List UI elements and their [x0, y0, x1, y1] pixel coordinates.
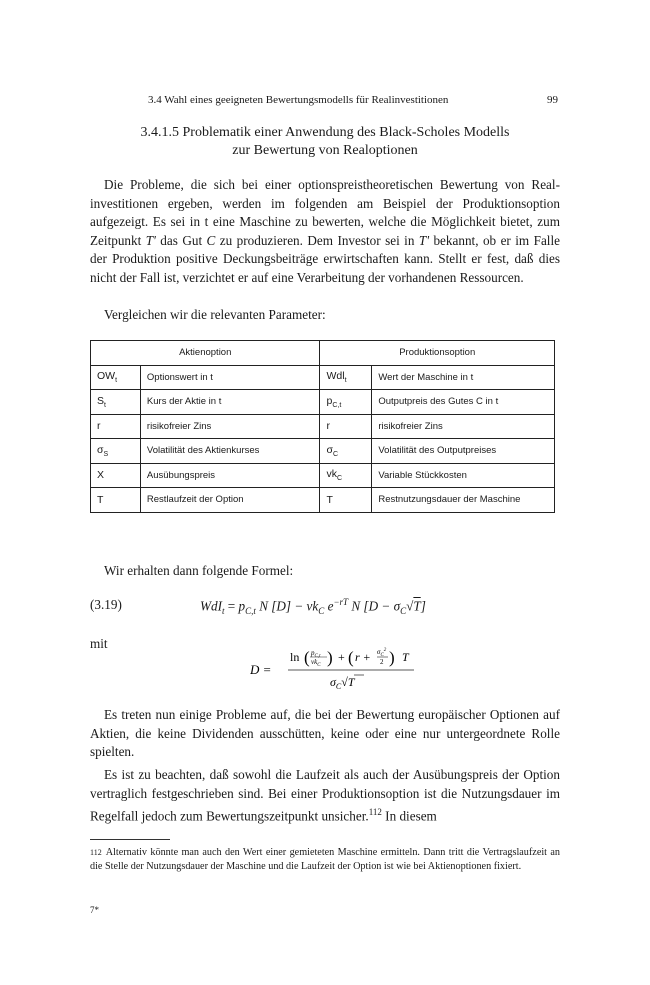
- production-description: [372, 488, 555, 513]
- intro-text-c: zu produzieren. Dem Investor sei in: [215, 232, 419, 248]
- d-ln: ln: [290, 650, 300, 664]
- d-formula: [250, 646, 450, 692]
- d-lhs: D =: [250, 662, 272, 677]
- stock-symbol-subscript: S: [103, 450, 109, 458]
- stock-description-text: Kurs der Aktie in t: [146, 396, 222, 408]
- stock-description-text: Restlaufzeit der Option: [146, 494, 244, 506]
- production-symbol-text: r: [326, 420, 330, 433]
- table-row: [91, 390, 555, 415]
- section-heading-line2: zur Bewertung von Realoptionen: [232, 143, 418, 158]
- table-header-stock-option: Aktienoption: [91, 341, 320, 366]
- signature-mark: 7*: [90, 905, 99, 915]
- production-symbol-subscript: C,t: [332, 401, 342, 409]
- production-description: [372, 463, 555, 488]
- var-t-prime-2: T': [418, 232, 430, 248]
- production-symbol-text: vk: [326, 468, 337, 481]
- footnote-ref: 112: [368, 807, 382, 818]
- production-description-text: Wert der Maschine in t: [378, 371, 474, 383]
- table-row: [91, 414, 555, 439]
- paren-close-icon-2: ): [389, 648, 395, 667]
- eq-exp-base: e: [327, 598, 334, 614]
- intro-text-d: bekannt, ob er im Falle der Produktion positive Deckungsbeiträge erwirtschaften kann. Stellt er fest, daß dies nicht der Fall ist, verzichtet er auf eine Verarbeitung der vorhandenen Ressourcen.: [90, 232, 560, 285]
- paragraph-compare: Vergleichen wir die relevanten Parameter:: [104, 307, 326, 322]
- d-r: r +: [355, 650, 371, 664]
- eq-n2: N [D − σ: [351, 598, 401, 614]
- stock-symbol-text: X: [97, 469, 105, 482]
- table-body: [91, 365, 555, 512]
- table-row: [91, 365, 555, 390]
- maturity-text-b: In diesem: [381, 808, 437, 824]
- eq-exp: −rT: [333, 597, 349, 607]
- production-description: [372, 439, 555, 464]
- production-symbol: [320, 414, 372, 439]
- stock-symbol-text: OW: [97, 370, 116, 383]
- stock-description-text: Ausübungspreis: [146, 469, 216, 481]
- production-symbol-subscript: C: [336, 475, 343, 483]
- stock-description-text: Optionswert in t: [146, 371, 213, 383]
- stock-description: [140, 365, 320, 390]
- stock-description: [140, 390, 320, 415]
- eq-sqrt-t: T: [413, 598, 421, 614]
- footnote-text: Alternativ könnte man auch den Wert einer gemieteten Maschine ermitteln. Dann tritt die Vertragslaufzeit an die Stelle der Nutzungsdauer der Maschine und die Laufzeit der Option ist wie bei Aktienoptionen fixiert.: [90, 847, 560, 872]
- d-denominator: $\sigma_C√T$: [330, 675, 355, 691]
- production-symbol-subscript: t: [344, 377, 347, 385]
- stock-symbol: [91, 488, 141, 513]
- stock-symbol-subscript: t: [104, 401, 106, 409]
- table-header-production-option: Produktionsoption: [320, 341, 555, 366]
- production-description-text: risikofreier Zins: [378, 420, 443, 432]
- production-symbol: [320, 390, 372, 415]
- d-pc: $p_{C,t}$: [311, 649, 321, 659]
- section-heading-line1: 3.4.1.5 Problematik einer Anwendung des Black-Scholes Modells: [140, 125, 510, 140]
- mit-label: mit: [90, 636, 108, 651]
- eq-sigma-sub: C: [400, 606, 407, 617]
- production-symbol-text: σ: [326, 443, 333, 456]
- production-symbol: [320, 439, 372, 464]
- footnote-number: 112: [90, 848, 102, 857]
- production-description-text: Restnutzungsdauer der Maschine: [378, 494, 521, 506]
- production-description-text: Volatilität des Outputpreises: [378, 445, 497, 457]
- equation-number: (3.19): [90, 597, 122, 612]
- stock-symbol-text: r: [97, 420, 101, 433]
- stock-symbol: [91, 365, 141, 390]
- stock-symbol-subscript: t: [115, 377, 118, 385]
- footnote-divider: [90, 839, 170, 840]
- stock-symbol-text: T: [97, 493, 104, 506]
- d-two: 2: [380, 658, 384, 666]
- production-symbol: [320, 488, 372, 513]
- eq-price: p: [238, 598, 246, 614]
- stock-symbol-text: S: [97, 394, 105, 407]
- d-plus: +: [338, 650, 345, 664]
- paragraph-maturity: [90, 766, 560, 826]
- production-symbol-text: Wdl: [326, 370, 345, 383]
- stock-description: [140, 463, 320, 488]
- intro-text-b: das Gut: [155, 232, 207, 248]
- eq-vk-sub: C: [318, 606, 325, 617]
- paren-close-icon: ): [327, 648, 333, 667]
- stock-symbol: [91, 439, 141, 464]
- d-sigma-sq: $\sigma_C^2$: [377, 648, 387, 658]
- production-description-text: Variable Stückkosten: [378, 469, 467, 481]
- table-header-row: [91, 341, 555, 366]
- production-description: [372, 365, 555, 390]
- table-row: [91, 463, 555, 488]
- equation-body: [200, 597, 426, 616]
- eq-lhs-sub: t: [221, 606, 225, 617]
- stock-description-text: risikofreier Zins: [146, 420, 212, 432]
- production-symbol: [320, 365, 372, 390]
- paren-open-icon: (: [304, 648, 310, 667]
- table-row: [91, 488, 555, 513]
- stock-symbol-text: σ: [97, 443, 104, 456]
- paren-open-icon-2: (: [348, 648, 354, 667]
- d-vk: $vk_C$: [311, 658, 321, 668]
- intro-text-a: Die Probleme, die sich bei einer optionspreistheoretischen Bewertung von Realinvestitionen ergeben, werden im folgenden am Beispiel der Produktionsoption aufgezeigt. Es sei in t eine Maschine zu bewerten, welche die Möglichkeit bietet, zum Zeitpunkt: [90, 177, 560, 248]
- eq-price-sub: C,t: [245, 606, 256, 617]
- stock-symbol: [91, 414, 141, 439]
- production-description: [372, 390, 555, 415]
- eq-lhs: WdI: [200, 598, 222, 614]
- eq-close: ]: [420, 598, 426, 614]
- paragraph-intro: [90, 176, 560, 288]
- production-symbol-text: T: [326, 493, 333, 506]
- stock-description: [140, 414, 320, 439]
- table-row: [91, 439, 555, 464]
- stock-description: [140, 439, 320, 464]
- stock-symbol: [91, 390, 141, 415]
- page-number: 99: [547, 94, 558, 106]
- var-t-prime: T': [145, 232, 156, 248]
- stock-description-text: Volatilität des Aktienkurses: [146, 445, 260, 457]
- footnote-112: [90, 846, 560, 874]
- maturity-text-a: Es ist zu beachten, daß sowohl die Laufzeit als auch der Ausübungspreis der Option vertraglich festgeschrieben sind. Bei einer Produktionsoption ist die Nutzungsdauer im Regelfall jedoch zum Bewertungszeitpunkt unsicher.: [90, 767, 560, 824]
- stock-description: [140, 488, 320, 513]
- eq-n1: N [D] − vk: [259, 598, 319, 614]
- paragraph-problems: Es treten nun einige Probleme auf, die bei der Bewertung europäischer Optionen auf Aktien, die keine Dividenden ausschütten, keine oder eine nur untergeordnete Rolle spielten.: [90, 707, 560, 760]
- parameter-table: [90, 340, 555, 513]
- stock-symbol: [91, 463, 141, 488]
- sqrt-icon: √: [406, 598, 414, 614]
- running-title: 3.4 Wahl eines geeigneten Bewertungsmodells für Realinvestitionen: [148, 94, 449, 106]
- eq-equals: =: [227, 598, 236, 614]
- section-heading: [90, 124, 560, 160]
- paragraph-formula-intro: Wir erhalten dann folgende Formel:: [104, 563, 294, 578]
- production-description-text: Outputpreis des Gutes C in t: [378, 396, 499, 408]
- production-description: [372, 414, 555, 439]
- production-symbol: [320, 463, 372, 488]
- var-good-c: C: [206, 232, 216, 248]
- d-t: T: [402, 650, 409, 664]
- production-symbol-subscript: C: [332, 450, 339, 458]
- production-symbol-text: p: [326, 394, 333, 407]
